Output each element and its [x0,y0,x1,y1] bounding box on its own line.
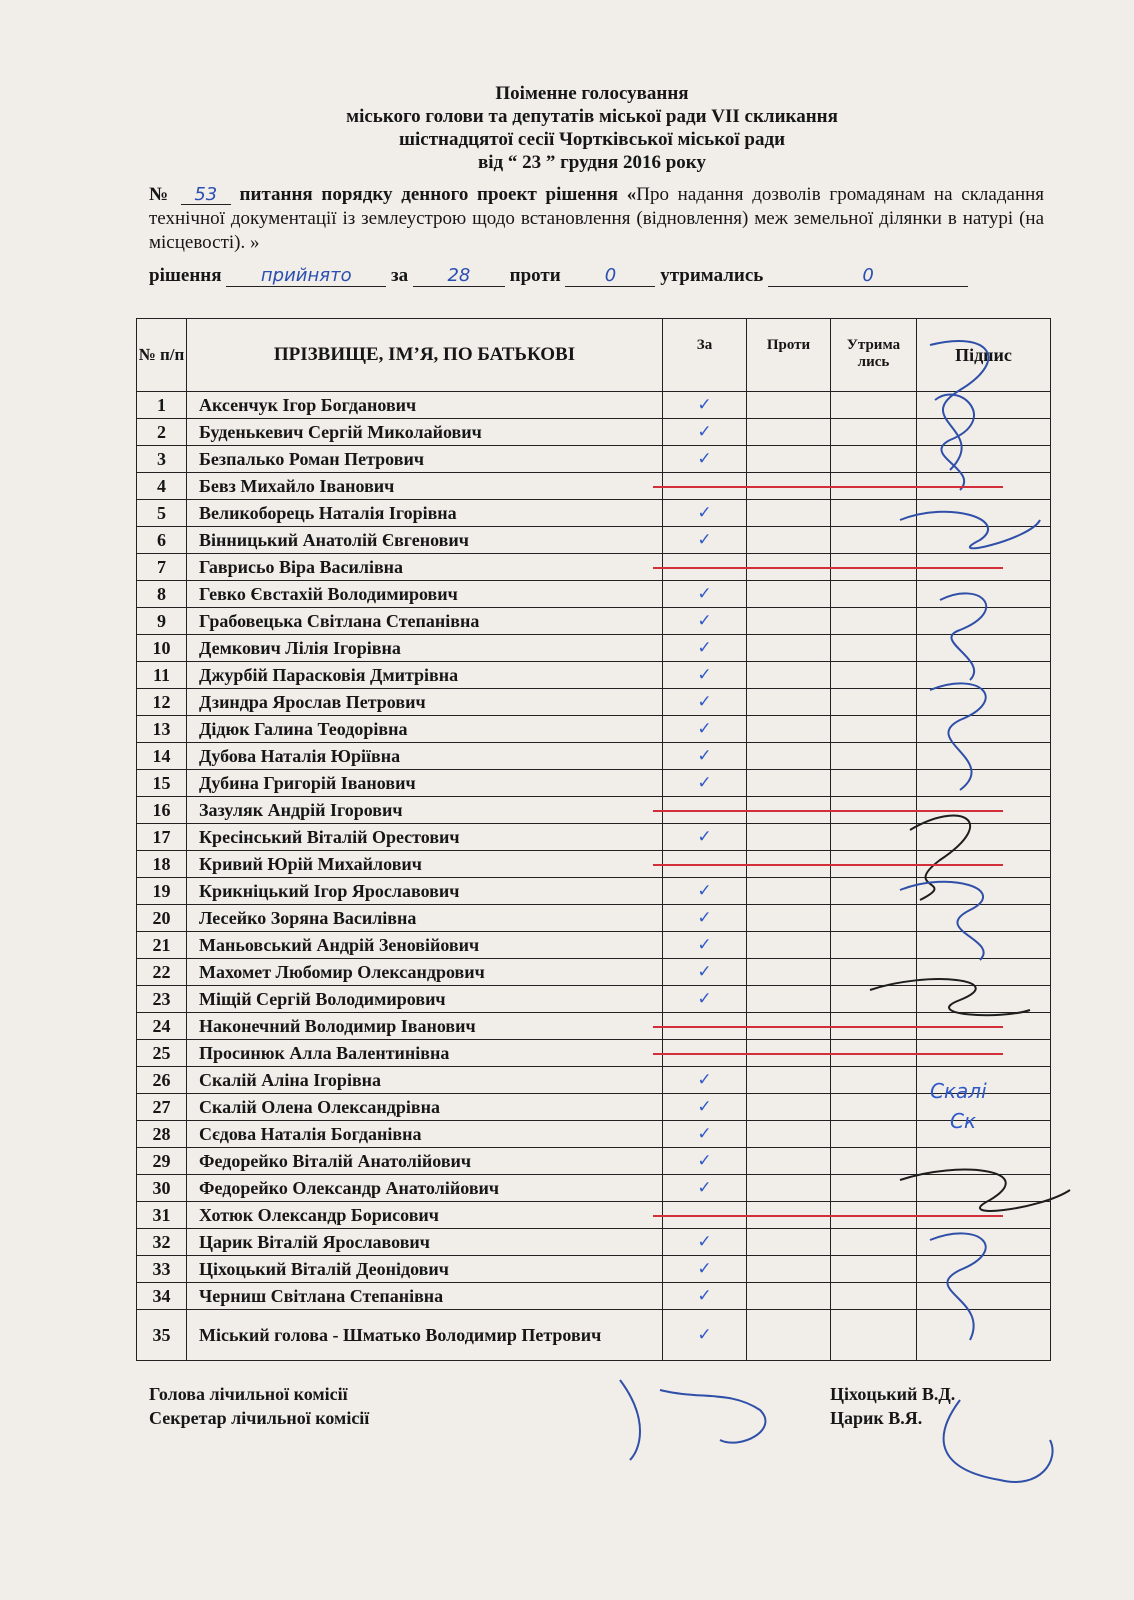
signature-cell [917,1256,1051,1283]
signature-cell [917,959,1051,986]
table-row [137,419,1051,446]
signature-cell [917,1283,1051,1310]
vote-against-cell [747,1067,831,1094]
row-name: Черниш Світлана Степанівна [187,1283,663,1310]
vote-against-cell [747,392,831,419]
secretary-label: Секретар лічильної комісії [149,1408,370,1428]
table-row [137,1148,1051,1175]
document-header [140,82,1044,174]
question-number-prefix: № [149,184,173,205]
table-row [137,824,1051,851]
signature-cell [917,1148,1051,1175]
row-name: Великоборець Наталія Ігорівна [187,500,663,527]
question-intro: питання порядку денного проект рішення « [239,184,637,205]
signature-cell [917,635,1051,662]
vote-against-cell [747,932,831,959]
signature-cell [917,743,1051,770]
against-label: проти [509,265,561,286]
row-name: Кривий Юрій Михайлович [187,851,663,878]
table-row [137,743,1051,770]
table-row [137,581,1051,608]
row-name: Просинюк Алла Валентинівна [187,1040,663,1067]
vote-for-cell: ✓ [663,932,747,959]
row-number: 10 [137,635,187,662]
row-number: 29 [137,1148,187,1175]
signature-scribble [620,1380,765,1460]
row-number: 6 [137,527,187,554]
vote-against-cell [747,527,831,554]
for-label: за [391,265,409,286]
vote-abstain-cell [831,446,917,473]
row-name: Хотюк Олександр Борисович [187,1202,663,1229]
vote-table [136,318,1051,1361]
vote-abstain-cell [831,1148,917,1175]
row-name: Дідюк Галина Теодорівна [187,716,663,743]
absent-strike-line [653,864,1003,866]
vote-abstain-cell [831,500,917,527]
row-name: Кресінський Віталій Орестович [187,824,663,851]
vote-for-cell: ✓ [663,1310,747,1361]
signature-cell [917,1229,1051,1256]
title-line-1: Поіменне голосування [495,83,689,104]
vote-against-cell [747,689,831,716]
col-header-name: ПРІЗВИЩЕ, ІМ’Я, ПО БАТЬКОВІ [187,319,663,392]
col-header-number: № п/п [137,319,187,392]
vote-abstain-cell [831,1283,917,1310]
row-name: Безпалько Роман Петрович [187,446,663,473]
signature-cell [917,1121,1051,1148]
table-row [137,1283,1051,1310]
row-name: Ціхоцький Віталій Деонідович [187,1256,663,1283]
vote-for-cell: ✓ [663,500,747,527]
vote-against-cell [747,905,831,932]
row-name: Федорейко Олександр Анатолійович [187,1175,663,1202]
vote-for-cell: ✓ [663,1148,747,1175]
row-number: 4 [137,473,187,500]
vote-against-cell [747,662,831,689]
title-line-2: міського голови та депутатів міської ради VІІ скликання [346,106,838,127]
table-row [137,770,1051,797]
vote-against-cell [747,716,831,743]
for-count: 28 [413,266,505,287]
row-name: Грабовецька Світлана Степанівна [187,608,663,635]
vote-for-cell: ✓ [663,419,747,446]
row-number: 26 [137,1067,187,1094]
row-name: Крикніцький Ігор Ярославович [187,878,663,905]
vote-against-cell [747,959,831,986]
secretary-name: Царик В.Я. [830,1408,923,1428]
vote-abstain-cell [831,770,917,797]
vote-for-cell: ✓ [663,581,747,608]
absent-strike-line [653,486,1003,488]
signature-cell [917,608,1051,635]
vote-against-cell [747,446,831,473]
row-number: 25 [137,1040,187,1067]
row-name: Наконечний Володимир Іванович [187,1013,663,1040]
signature-cell [917,392,1051,419]
vote-against-cell [747,824,831,851]
signature-cell [917,1175,1051,1202]
absent-strike-line [653,567,1003,569]
row-number: 7 [137,554,187,581]
row-number: 35 [137,1310,187,1361]
vote-abstain-cell [831,1121,917,1148]
vote-abstain-cell [831,689,917,716]
row-number: 8 [137,581,187,608]
abstain-count: 0 [768,266,968,287]
vote-for-cell: ✓ [663,1067,747,1094]
vote-for-cell: ✓ [663,527,747,554]
vote-against-cell [747,1283,831,1310]
vote-for-cell: ✓ [663,986,747,1013]
vote-against-cell [747,770,831,797]
vote-for-cell: ✓ [663,743,747,770]
vote-abstain-cell [831,392,917,419]
vote-against-cell [747,1256,831,1283]
vote-abstain-cell [831,824,917,851]
table-row [137,1175,1051,1202]
row-number: 15 [137,770,187,797]
row-name: Бевз Михайло Іванович [187,473,663,500]
signature-cell [917,500,1051,527]
signature-scribble: Ск [950,1109,977,1133]
col-header-for: За [663,319,747,392]
row-number: 21 [137,932,187,959]
row-name: Лесейко Зоряна Василівна [187,905,663,932]
row-name: Аксенчук Ігор Богданович [187,392,663,419]
row-name: Джурбій Парасковія Дмитрівна [187,662,663,689]
decision-label: рішення [149,265,222,286]
row-name: Сєдова Наталія Богданівна [187,1121,663,1148]
vote-against-cell [747,1229,831,1256]
signature-cell [917,446,1051,473]
row-number: 16 [137,797,187,824]
vote-against-cell [747,1121,831,1148]
decision-line [149,265,1044,287]
table-row [137,1256,1051,1283]
vote-abstain-cell [831,1229,917,1256]
vote-for-cell: ✓ [663,878,747,905]
against-count: 0 [565,266,655,287]
signature-cell [917,932,1051,959]
vote-abstain-cell [831,527,917,554]
table-row [137,1121,1051,1148]
table-row [137,1229,1051,1256]
row-name: Дубина Григорій Іванович [187,770,663,797]
vote-abstain-cell [831,1094,917,1121]
vote-for-cell: ✓ [663,716,747,743]
signature-cell [917,689,1051,716]
row-number: 1 [137,392,187,419]
title-line-4: від “ 23 ” грудня 2016 року [478,152,706,173]
table-row [137,500,1051,527]
vote-for-cell: ✓ [663,770,747,797]
row-number: 33 [137,1256,187,1283]
vote-against-cell [747,743,831,770]
abstain-label: утримались [660,265,764,286]
table-row [137,608,1051,635]
row-name: Скалій Аліна Ігорівна [187,1067,663,1094]
row-number: 19 [137,878,187,905]
row-number: 20 [137,905,187,932]
vote-for-cell: ✓ [663,959,747,986]
table-row [137,1310,1051,1361]
vote-against-cell [747,878,831,905]
signature-cell [917,878,1051,905]
absent-strike-line [653,810,1003,812]
vote-abstain-cell [831,662,917,689]
row-name: Дзиндра Ярослав Петрович [187,689,663,716]
table-row [137,1094,1051,1121]
vote-abstain-cell [831,419,917,446]
row-number: 28 [137,1121,187,1148]
row-name: Міщій Сергій Володимирович [187,986,663,1013]
row-number: 3 [137,446,187,473]
row-number: 14 [137,743,187,770]
signature-cell [917,824,1051,851]
vote-abstain-cell [831,986,917,1013]
signature-cell [917,716,1051,743]
table-row [137,1067,1051,1094]
table-row [137,932,1051,959]
row-name: Маньовський Андрій Зеновійович [187,932,663,959]
vote-abstain-cell [831,1310,917,1361]
row-name: Скалій Олена Олександрівна [187,1094,663,1121]
row-name: Гаврисьо Віра Василівна [187,554,663,581]
vote-for-cell: ✓ [663,689,747,716]
row-number: 9 [137,608,187,635]
table-row [137,662,1051,689]
vote-against-cell [747,635,831,662]
row-name: Махомет Любомир Олександрович [187,959,663,986]
row-number: 12 [137,689,187,716]
absent-strike-line [653,1053,1003,1055]
vote-for-cell: ✓ [663,662,747,689]
signature-cell [917,770,1051,797]
vote-for-cell: ✓ [663,446,747,473]
table-row [137,878,1051,905]
table-row [137,959,1051,986]
vote-abstain-cell [831,1175,917,1202]
table-row [137,446,1051,473]
row-number: 22 [137,959,187,986]
row-name: Міський голова - Шматько Володимир Петрович [187,1310,663,1361]
row-name: Зазуляк Андрій Ігорович [187,797,663,824]
vote-against-cell [747,419,831,446]
row-name: Буденькевич Сергій Миколайович [187,419,663,446]
vote-against-cell [747,608,831,635]
vote-abstain-cell [831,959,917,986]
row-number: 2 [137,419,187,446]
vote-against-cell [747,1175,831,1202]
row-number: 34 [137,1283,187,1310]
row-number: 18 [137,851,187,878]
row-number: 23 [137,986,187,1013]
vote-for-cell: ✓ [663,608,747,635]
table-row [137,716,1051,743]
vote-for-cell: ✓ [663,635,747,662]
vote-for-cell: ✓ [663,392,747,419]
signature-scribble: Скалі [930,1079,987,1103]
table-row [137,392,1051,419]
vote-abstain-cell [831,581,917,608]
row-name: Демкович Лілія Ігорівна [187,635,663,662]
row-name: Царик Віталій Ярославович [187,1229,663,1256]
signature-cell [917,527,1051,554]
vote-against-cell [747,1094,831,1121]
row-number: 31 [137,1202,187,1229]
row-name: Гевко Євстахій Володимирович [187,581,663,608]
question-number: 53 [181,186,231,205]
signature-cell [917,986,1051,1013]
vote-for-cell: ✓ [663,1094,747,1121]
row-name: Вінницький Анатолій Євгенович [187,527,663,554]
row-number: 30 [137,1175,187,1202]
signature-cell [917,662,1051,689]
decision-value: прийнято [226,266,386,287]
row-number: 24 [137,1013,187,1040]
signature-cell [917,1094,1051,1121]
vote-against-cell [747,581,831,608]
row-name: Дубова Наталія Юріївна [187,743,663,770]
row-number: 11 [137,662,187,689]
chair-label: Голова лічильної комісії [149,1384,348,1404]
vote-against-cell [747,1148,831,1175]
vote-abstain-cell [831,932,917,959]
agenda-question [149,183,1044,255]
vote-for-cell: ✓ [663,1175,747,1202]
row-number: 5 [137,500,187,527]
table-row [137,905,1051,932]
chair-name: Ціхоцький В.Д. [830,1384,956,1404]
vote-against-cell [747,500,831,527]
vote-against-cell [747,986,831,1013]
vote-for-cell: ✓ [663,1283,747,1310]
vote-for-cell: ✓ [663,1229,747,1256]
title-line-3: шістнадцятої сесії Чортківської міської ради [398,129,786,150]
row-number: 13 [137,716,187,743]
col-header-abstain: Утрима лись [831,319,917,392]
signature-scribble [944,1400,1053,1482]
row-number: 27 [137,1094,187,1121]
signature-cell [917,419,1051,446]
table-row [137,986,1051,1013]
col-header-signature: Підпис [917,319,1051,392]
vote-abstain-cell [831,743,917,770]
col-header-against: Проти [747,319,831,392]
vote-against-cell [747,1310,831,1361]
vote-abstain-cell [831,878,917,905]
table-row [137,689,1051,716]
vote-abstain-cell [831,635,917,662]
row-name: Федорейко Віталій Анатолійович [187,1148,663,1175]
vote-abstain-cell [831,716,917,743]
absent-strike-line [653,1215,1003,1217]
vote-for-cell: ✓ [663,1256,747,1283]
vote-for-cell: ✓ [663,824,747,851]
absent-strike-line [653,1026,1003,1028]
vote-abstain-cell [831,1067,917,1094]
vote-for-cell: ✓ [663,905,747,932]
signature-cell [917,1310,1051,1361]
vote-abstain-cell [831,608,917,635]
row-number: 32 [137,1229,187,1256]
vote-abstain-cell [831,905,917,932]
vote-for-cell: ✓ [663,1121,747,1148]
signature-cell [917,905,1051,932]
table-row [137,635,1051,662]
vote-abstain-cell [831,1256,917,1283]
question-text: Про надання дозволів громадянам на складання технічної документації із землеустрою щодо встановлення (відновлення) меж земельної ділянки в натурі (на місцевості). » [149,184,1045,253]
signature-cell [917,581,1051,608]
row-number: 17 [137,824,187,851]
table-row [137,527,1051,554]
signature-cell [917,1067,1051,1094]
